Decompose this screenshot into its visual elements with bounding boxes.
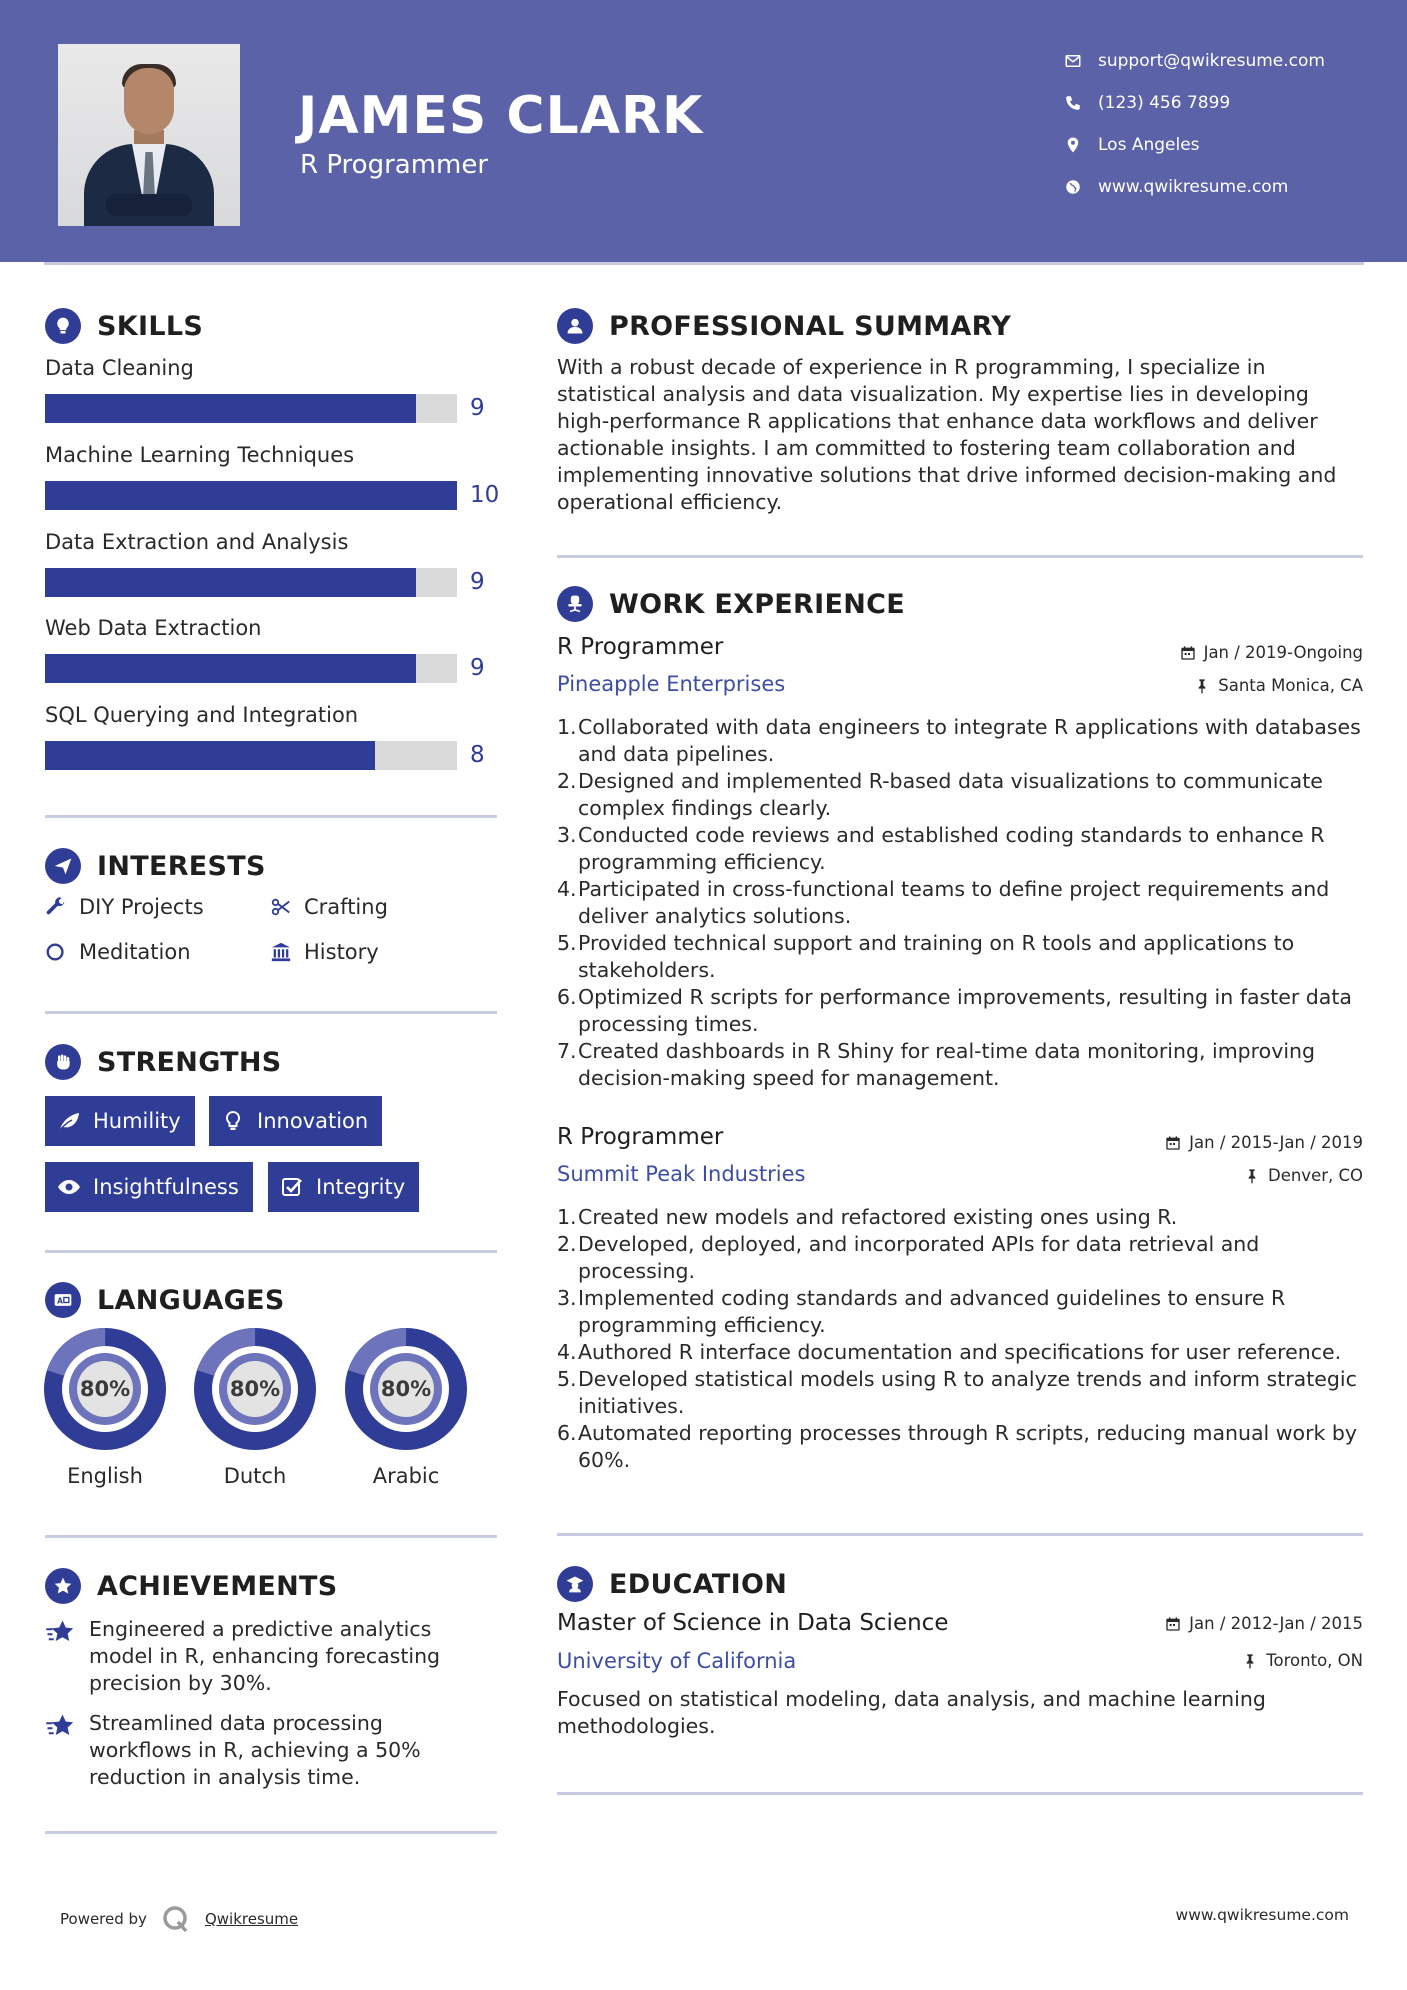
experience-title: WORK EXPERIENCE bbox=[609, 588, 905, 620]
interest-item bbox=[45, 895, 204, 919]
section-divider bbox=[45, 1250, 497, 1253]
languages-heading bbox=[45, 1282, 285, 1318]
interest-label: DIY Projects bbox=[79, 895, 204, 919]
strengths-title: STRENGTHS bbox=[97, 1046, 282, 1078]
interest-item bbox=[270, 895, 388, 919]
envelope-icon bbox=[1064, 52, 1082, 70]
interest-item bbox=[270, 940, 379, 964]
star-icon bbox=[45, 1618, 75, 1648]
strength-tag bbox=[45, 1096, 195, 1146]
job-duties bbox=[557, 714, 1367, 1092]
language-percent: 80% bbox=[229, 1377, 281, 1401]
header-banner bbox=[0, 0, 1407, 262]
achievement-item bbox=[45, 1710, 465, 1791]
language-name: English bbox=[67, 1464, 143, 1488]
duty-item: 2. Designed and implemented R-based data visualizations to communicate complex findings clearly. bbox=[557, 769, 1323, 820]
language-name: Dutch bbox=[223, 1464, 287, 1488]
skill-value: 8 bbox=[470, 742, 485, 768]
svg-text:A: A bbox=[57, 1296, 63, 1306]
achievements-title: ACHIEVEMENTS bbox=[97, 1570, 338, 1602]
interest-label: Meditation bbox=[79, 940, 191, 964]
star-icon bbox=[45, 1712, 75, 1742]
profile-photo bbox=[58, 44, 240, 226]
qwikresume-link[interactable]: Qwikresume bbox=[204, 1910, 299, 1928]
header-divider bbox=[44, 262, 1364, 265]
language-donut bbox=[345, 1328, 467, 1450]
contact-email-text: support@qwikresume.com bbox=[1098, 51, 1325, 71]
language-item bbox=[194, 1328, 316, 1488]
job-location bbox=[1194, 676, 1363, 695]
strength-tag bbox=[268, 1162, 419, 1212]
language-name: Arabic bbox=[372, 1464, 440, 1488]
job-title: R Programmer bbox=[557, 634, 724, 660]
job-dates bbox=[1165, 1133, 1363, 1152]
skill-bar bbox=[45, 394, 457, 423]
skill-bar bbox=[45, 741, 457, 770]
scissors-icon bbox=[270, 896, 292, 918]
education-location-text: Toronto, ON bbox=[1266, 1651, 1363, 1670]
skill-bar bbox=[45, 481, 457, 510]
achievement-item bbox=[45, 1616, 465, 1697]
checkbox-icon bbox=[280, 1175, 304, 1199]
section-divider bbox=[45, 1535, 497, 1538]
language-percent: 80% bbox=[380, 1377, 432, 1401]
section-divider bbox=[557, 1792, 1363, 1795]
language-donut bbox=[194, 1328, 316, 1450]
skill-name: SQL Querying and Integration bbox=[45, 703, 359, 727]
achievement-text: Streamlined data processing workflows in R, achieving a 50% reduction in analysis time. bbox=[89, 1711, 421, 1789]
skill-bar-fill bbox=[45, 568, 416, 597]
duty-item: 4. Participated in cross-functional teams to define project requirements and deliver analytics solutions. bbox=[557, 877, 1330, 928]
education-description: Focused on statistical modeling, data analysis, and machine learning methodologies. bbox=[557, 1687, 1266, 1738]
strength-label: Integrity bbox=[316, 1175, 406, 1199]
job-company: Summit Peak Industries bbox=[557, 1162, 806, 1186]
skill-name: Data Cleaning bbox=[45, 356, 194, 380]
summary-text: With a robust decade of experience in R programming, I specialize in statistical analysis and data visualization. My expertise lies in developing high-performance R applications that enhance data workflows and deliver actionable insights. I am committed to fostering team collaboration and implementing innovative solutions that drive informed decision-making and operational efficiency. bbox=[557, 355, 1337, 514]
education-dates-text: Jan / 2012-Jan / 2015 bbox=[1189, 1614, 1363, 1633]
job-dates bbox=[1180, 643, 1363, 662]
section-divider bbox=[45, 1011, 497, 1014]
section-divider bbox=[45, 1831, 497, 1834]
education-heading bbox=[557, 1566, 787, 1602]
pushpin-icon bbox=[1242, 1653, 1258, 1669]
office-chair-icon bbox=[557, 586, 593, 622]
duty-item: 5. Developed statistical models using R to analyze trends and inform strategic initiatives. bbox=[557, 1367, 1357, 1418]
section-divider bbox=[45, 815, 497, 818]
achievement-text: Engineered a predictive analytics model in R, enhancing forecasting precision by 30%. bbox=[89, 1617, 441, 1695]
degree-title: Master of Science in Data Science bbox=[557, 1610, 949, 1636]
interests-heading bbox=[45, 848, 266, 884]
strength-tag bbox=[45, 1162, 253, 1212]
strength-tag bbox=[209, 1096, 382, 1146]
calendar-icon bbox=[1165, 1616, 1181, 1632]
eye-icon bbox=[57, 1175, 81, 1199]
section-divider bbox=[557, 1533, 1363, 1536]
language-donut bbox=[44, 1328, 166, 1450]
duty-item: 3. Implemented coding standards and advanced guidelines to ensure R programming efficiency. bbox=[557, 1286, 1286, 1337]
strength-label: Insightfulness bbox=[93, 1175, 239, 1199]
phone-icon bbox=[1064, 94, 1082, 112]
summary-title: PROFESSIONAL SUMMARY bbox=[609, 310, 1012, 342]
skill-value: 9 bbox=[470, 395, 485, 421]
languages-title: LANGUAGES bbox=[97, 1284, 285, 1316]
duty-item: 1. Created new models and refactored existing ones using R. bbox=[557, 1205, 1178, 1229]
duty-item: 1. Collaborated with data engineers to integrate R applications with databases and data pipelines. bbox=[557, 715, 1361, 766]
duty-item: 7. Created dashboards in R Shiny for real-time data monitoring, improving decision-making speed for management. bbox=[557, 1039, 1316, 1090]
skill-name: Data Extraction and Analysis bbox=[45, 530, 349, 554]
skill-bar bbox=[45, 568, 457, 597]
job-duties bbox=[557, 1204, 1367, 1474]
footer-url[interactable]: www.qwikresume.com bbox=[1175, 1906, 1349, 1924]
duty-item: 6. Automated reporting processes through R scripts, reducing manual work by 60%. bbox=[557, 1421, 1358, 1472]
contact-list bbox=[1064, 40, 1325, 208]
achievements-heading bbox=[45, 1568, 338, 1604]
powered-by bbox=[60, 1904, 298, 1934]
contact-phone[interactable] bbox=[1064, 82, 1325, 124]
job-dates-text: Jan / 2015-Jan / 2019 bbox=[1189, 1133, 1363, 1152]
circle-icon bbox=[45, 941, 67, 963]
section-divider bbox=[557, 555, 1363, 558]
interest-label: History bbox=[304, 940, 379, 964]
skill-value: 10 bbox=[470, 482, 500, 508]
duty-item: 3. Conducted code reviews and established coding standards to enhance R programming efficiency. bbox=[557, 823, 1325, 874]
candidate-role: R Programmer bbox=[300, 150, 489, 180]
language-item bbox=[345, 1328, 467, 1488]
duty-item: 6. Optimized R scripts for performance improvements, resulting in faster data processing times. bbox=[557, 985, 1352, 1036]
skill-bar-fill bbox=[45, 741, 375, 770]
skill-name: Web Data Extraction bbox=[45, 616, 262, 640]
contact-location-text: Los Angeles bbox=[1098, 135, 1200, 155]
fist-icon bbox=[45, 1044, 81, 1080]
strength-label: Innovation bbox=[257, 1109, 369, 1133]
pushpin-icon bbox=[1244, 1168, 1260, 1184]
summary-heading bbox=[557, 308, 1011, 344]
pushpin-icon bbox=[1194, 678, 1210, 694]
strength-label: Humility bbox=[93, 1109, 181, 1133]
contact-location bbox=[1064, 124, 1325, 166]
education-dates bbox=[1165, 1614, 1363, 1633]
graduate-icon bbox=[557, 1566, 593, 1602]
contact-website[interactable] bbox=[1064, 166, 1325, 208]
skill-bar-fill bbox=[45, 394, 416, 423]
interest-label: Crafting bbox=[304, 895, 388, 919]
duty-item: 5. Provided technical support and training on R tools and applications to stakeholders. bbox=[557, 931, 1295, 982]
qwikresume-logo-icon bbox=[161, 1904, 191, 1934]
skills-heading bbox=[45, 308, 203, 344]
job-location-text: Denver, CO bbox=[1267, 1166, 1363, 1185]
skill-value: 9 bbox=[470, 655, 485, 681]
job-location bbox=[1244, 1166, 1363, 1185]
duty-item: 2. Developed, deployed, and incorporated APIs for data retrieval and processing. bbox=[557, 1232, 1260, 1283]
calendar-icon bbox=[1165, 1135, 1181, 1151]
language-item bbox=[44, 1328, 166, 1488]
job-dates-text: Jan / 2019-Ongoing bbox=[1203, 643, 1363, 662]
strengths-heading bbox=[45, 1044, 282, 1080]
language-percent: 80% bbox=[79, 1377, 131, 1401]
interests-title: INTERESTS bbox=[97, 850, 266, 882]
school-name: University of California bbox=[557, 1649, 797, 1673]
star-badge-icon bbox=[45, 1568, 81, 1604]
language-card-icon bbox=[45, 1282, 81, 1318]
interest-item bbox=[45, 940, 191, 964]
contact-website-text: www.qwikresume.com bbox=[1098, 177, 1289, 197]
candidate-name: JAMES CLARK bbox=[298, 86, 704, 146]
education-title: EDUCATION bbox=[609, 1568, 788, 1600]
lightbulb-icon bbox=[45, 308, 81, 344]
job-location-text: Santa Monica, CA bbox=[1218, 676, 1363, 695]
duty-item: 4. Authored R interface documentation and specifications for user reference. bbox=[557, 1340, 1342, 1364]
contact-email[interactable] bbox=[1064, 40, 1325, 82]
job-company: Pineapple Enterprises bbox=[557, 672, 786, 696]
skill-name: Machine Learning Techniques bbox=[45, 443, 355, 467]
education-location bbox=[1242, 1651, 1363, 1670]
powered-by-label: Powered by bbox=[60, 1910, 147, 1928]
lightbulb-icon bbox=[221, 1109, 245, 1133]
user-icon bbox=[557, 308, 593, 344]
contact-phone-text: (123) 456 7899 bbox=[1098, 93, 1231, 113]
skill-bar bbox=[45, 654, 457, 683]
leaf-icon bbox=[57, 1109, 81, 1133]
skills-title: SKILLS bbox=[97, 310, 204, 342]
experience-heading bbox=[557, 586, 905, 622]
skill-value: 9 bbox=[470, 569, 485, 595]
bank-icon bbox=[270, 941, 292, 963]
map-pin-icon bbox=[1064, 136, 1082, 154]
skill-bar-fill bbox=[45, 481, 457, 510]
calendar-icon bbox=[1180, 645, 1196, 661]
job-title: R Programmer bbox=[557, 1124, 724, 1150]
paper-plane-icon bbox=[45, 848, 81, 884]
skill-bar-fill bbox=[45, 654, 416, 683]
wrench-icon bbox=[45, 896, 67, 918]
globe-icon bbox=[1064, 178, 1082, 196]
